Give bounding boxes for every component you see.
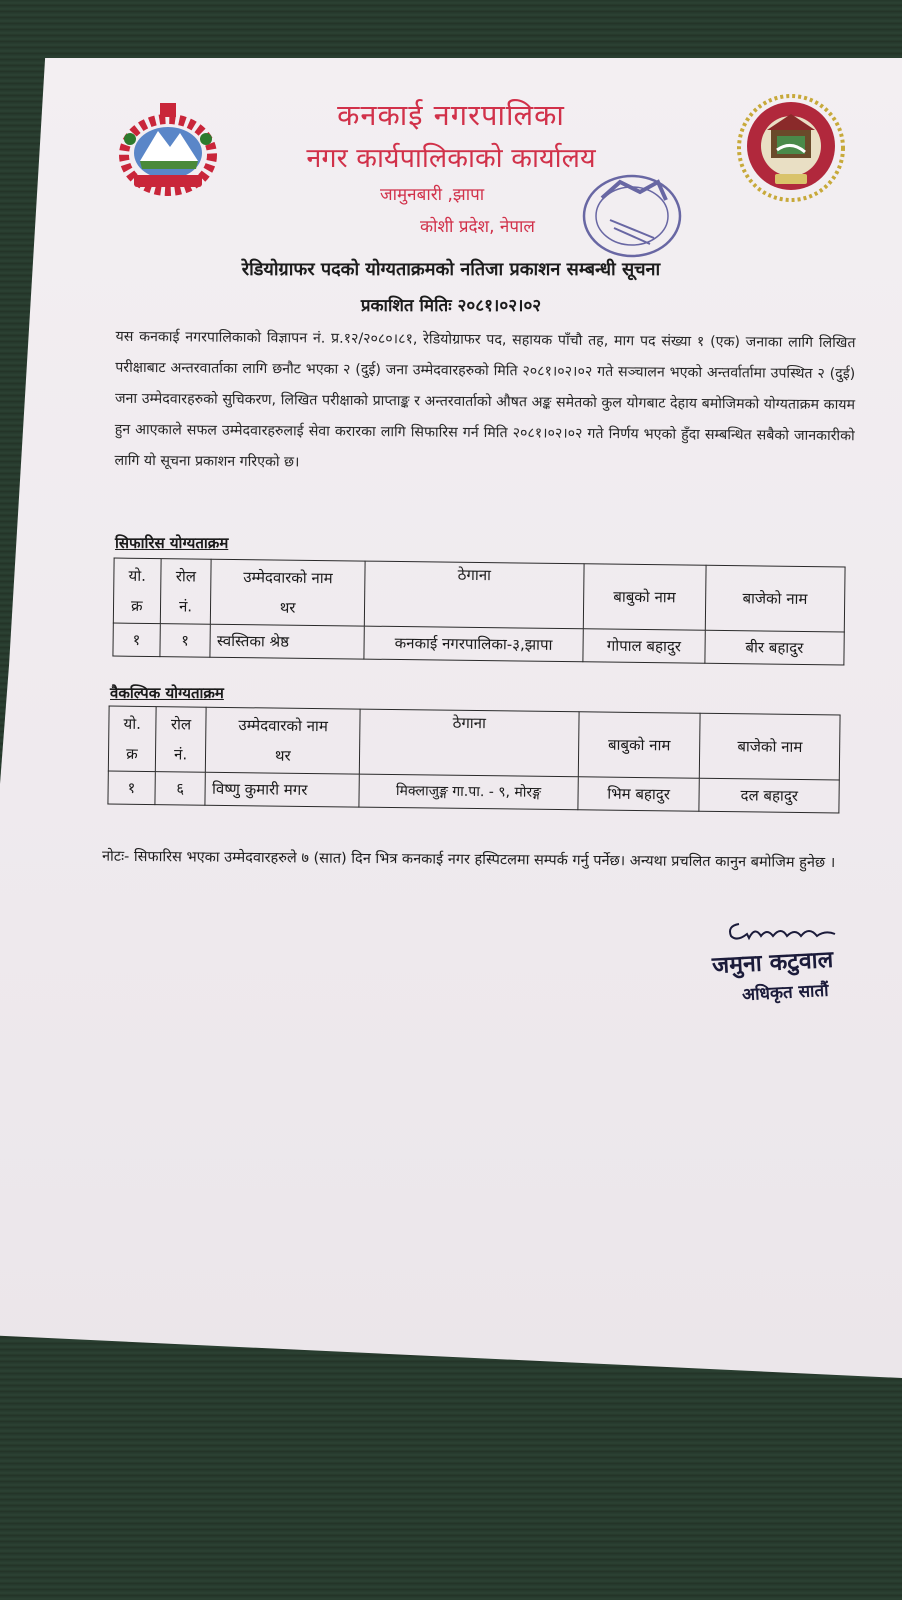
cell-roll: ६	[155, 772, 206, 806]
alternate-label: वैकल्पिक योग्यताक्रम	[110, 684, 224, 702]
signatory-name: जमुना कटुवाल	[711, 946, 834, 980]
header-grandfather: बाजेको नाम	[705, 565, 845, 632]
cell-name: स्वस्तिका श्रेष्ठ	[210, 624, 364, 659]
signature-scribble-icon	[725, 918, 843, 944]
header-sn: यो. क्र	[113, 558, 160, 624]
header-address: ठेगाना	[364, 561, 584, 629]
table-header-row	[108, 706, 840, 780]
header-grandfather: बाजेको नाम	[700, 713, 840, 780]
header-name: उम्मेदवारको नाम थर	[211, 559, 365, 626]
published-date: प्रकाशित मितिः २०८१।०२।०२	[360, 296, 542, 316]
cell-grandfather: बीर बहादुर	[705, 630, 845, 665]
cell-name: विष्णु कुमारी मगर	[205, 772, 359, 807]
cell-father: गोपाल बहादुर	[583, 629, 705, 663]
address-line-1: जामुनबारी ,झापा	[380, 185, 485, 205]
cell-sn: १	[108, 771, 155, 805]
recommended-label: सिफारिस योग्यताक्रम	[115, 534, 229, 552]
header-father: बाबुको नाम	[578, 712, 701, 778]
notice-title: रेडियोग्राफर पदको योग्यताक्रमको नतिजा प्रकाशन सम्बन्धी सूचना	[241, 259, 661, 280]
note-text: नोटः- सिफारिस भएका उम्मेदवारहरुले ७ (सात) दिन भित्र कनकाई नगर हस्पिटलमा सम्पर्क गर्नु पर्नेछ। अन्यथा प्रचलित कानुन बमोजिम हुनेछ ।	[101, 848, 836, 872]
cell-sn: १	[113, 623, 160, 657]
office-name: कनकाई नगरपालिका	[337, 98, 565, 132]
recommended-table	[112, 558, 845, 666]
notice-body: यस कनकाई नगरपालिकाको विज्ञापन नं. प्र.१२/२०८०।८१, रेडियोग्राफर पद, सहायक पाँचौ तह, माग पद संख्या १ (एक) जनाका लागि लिखित परीक्षाबाट अन्तरवार्ताका लागि छनौट भएका २ (दुई) जना उम्मेदवारहरुको मिति २०८१।०२।०२ गते सञ्चालन भएको अन्तर्वार्तामा उपस्थित २ (दुई) जना उम्मेदवारहरुको सुचिकरण, लिखित परीक्षाको प्राप्ताङ्क र अन्तरवार्ताको औषत अङ्क समेतको कुल योगबाट देहाय बमोजिमको योग्यताक्रम कायम हुन आएकाले सफल उम्मेदवारहरुलाई सेवा करारका लागि सिफारिस गर्न मिति २०८१।०२।०२ गते निर्णय भएको हुँदा सम्बन्धित सबैको जानकारीको लागि यो सूचना प्रकाशन गरिएको छ।	[114, 328, 856, 471]
office-subtitle: नगर कार्यपालिकाको कार्यालय	[306, 143, 596, 174]
table-header-row	[113, 558, 845, 632]
header-roll: रोल नं.	[155, 707, 206, 773]
header-father: बाबुको नाम	[583, 564, 705, 630]
office-stamp-icon	[580, 168, 685, 264]
cell-grandfather: दल बहादुर	[699, 778, 839, 813]
cell-father: भिम बहादुर	[578, 777, 700, 811]
signatory-title: अधिकृत सातौं	[741, 980, 830, 1006]
address-line-2: कोशी प्रदेश, नेपाल	[420, 217, 535, 237]
alternate-table	[107, 706, 840, 814]
header-roll: रोल नं.	[160, 559, 211, 625]
cell-address: मिक्लाजुङ्ग गा.पा. - ९, मोरङ्ग	[359, 774, 578, 810]
cell-roll: १	[160, 624, 211, 658]
header-address: ठेगाना	[359, 709, 578, 777]
cell-address: कनकाई नगरपालिका-३,झापा	[364, 626, 584, 662]
header-name: उम्मेदवारको नाम थर	[206, 707, 361, 774]
header-sn: यो. क्र	[108, 706, 156, 772]
